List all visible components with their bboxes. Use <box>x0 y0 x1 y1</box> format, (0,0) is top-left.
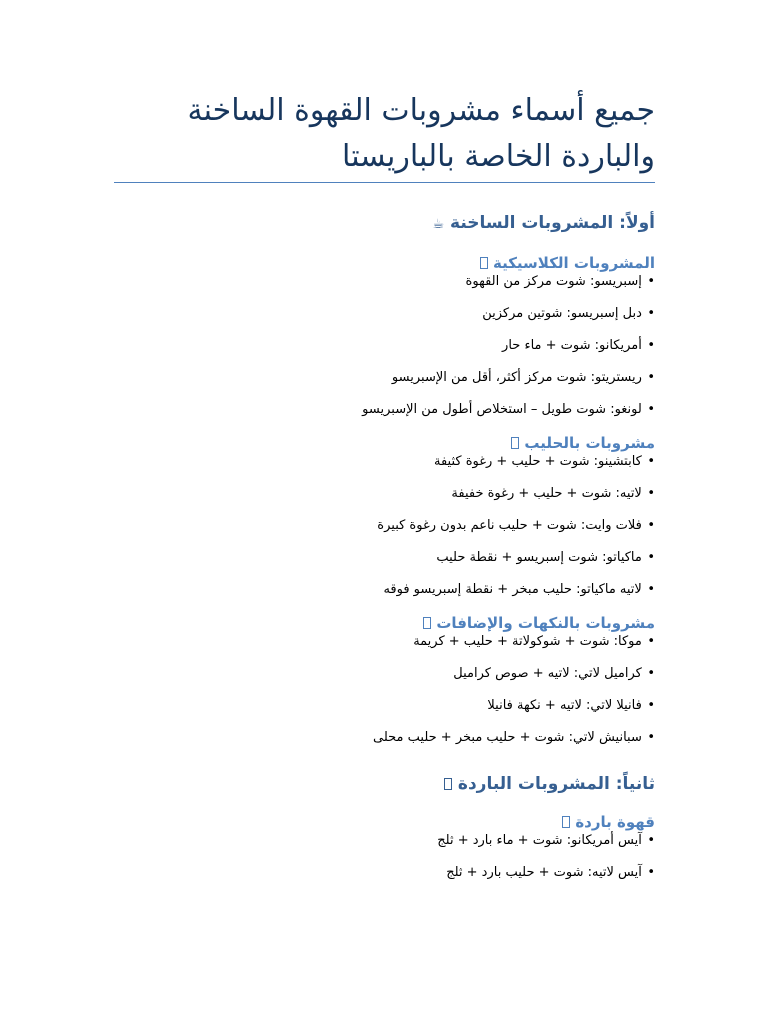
list-item-text: إسبريسو: شوت مركز من القهوة <box>465 274 642 289</box>
list-item-text: لاتيه: شوت + حليب + رغوة خفيفة <box>451 486 642 501</box>
missing-glyph-icon <box>562 816 570 828</box>
drink-list-milk <box>114 453 655 599</box>
missing-glyph-icon <box>480 257 488 269</box>
list-item-text: كابتشينو: شوت + حليب + رغوة كثيفة <box>433 454 642 469</box>
missing-glyph-icon <box>444 778 452 790</box>
list-item-text: دبل إسبريسو: شوتين مركزين <box>482 306 642 321</box>
list-item <box>114 729 655 747</box>
bullet-icon: • <box>647 486 655 501</box>
bullet-icon: • <box>647 666 655 681</box>
document-page <box>114 88 655 896</box>
list-item-text: سبانيش لاتي: شوت + حليب مبخر + حليب محلى <box>373 730 642 745</box>
coffee-cup-icon: ☕ <box>432 217 445 232</box>
missing-glyph-icon <box>423 617 431 629</box>
list-item-text: ريستريتو: شوت مركز أكثر، أقل من الإسبريسو <box>391 370 642 385</box>
list-item <box>114 401 655 419</box>
list-item-text: أمريكانو: شوت + ماء حار <box>502 338 642 353</box>
bullet-icon: • <box>647 865 655 880</box>
list-item-text: موكا: شوت + شوكولاتة + حليب + كريمة <box>413 634 642 649</box>
subsection-heading-iced-coffee <box>114 812 655 832</box>
drink-list-flavors <box>114 633 655 747</box>
list-item <box>114 337 655 355</box>
list-item-text: آيس لاتيه: شوت + حليب بارد + ثلج <box>446 865 642 880</box>
section-heading-text: أولاً: المشروبات الساخنة <box>450 213 655 233</box>
list-item <box>114 369 655 387</box>
drink-list-classic <box>114 273 655 419</box>
section-heading-cold-drinks <box>114 773 655 795</box>
subsection-heading-text: مشروبات بالحليب <box>524 434 655 452</box>
bullet-icon: • <box>647 833 655 848</box>
bullet-icon: • <box>647 370 655 385</box>
list-item <box>114 581 655 599</box>
subsection-heading-text: المشروبات الكلاسيكية <box>492 254 655 272</box>
list-item-text: كراميل لاتي: لاتيه + صوص كراميل <box>453 666 642 681</box>
list-item-text: ماكياتو: شوت إسبريسو + نقطة حليب <box>436 550 642 565</box>
bullet-icon: • <box>647 454 655 469</box>
list-item <box>114 517 655 535</box>
bullet-icon: • <box>647 306 655 321</box>
list-item-text: لونغو: شوت طويل – استخلاص أطول من الإسبريسو <box>362 402 642 417</box>
drink-list-iced <box>114 832 655 882</box>
bullet-icon: • <box>647 634 655 649</box>
list-item <box>114 665 655 683</box>
list-item-text: لاتيه ماكياتو: حليب مبخر + نقطة إسبريسو فوقه <box>383 582 642 597</box>
missing-glyph-icon <box>511 437 519 449</box>
list-item <box>114 485 655 503</box>
bullet-icon: • <box>647 518 655 533</box>
list-item-text: فلات وايت: شوت + حليب ناعم بدون رغوة كبيرة <box>377 518 642 533</box>
bullet-icon: • <box>647 582 655 597</box>
subsection-heading-classic <box>114 253 655 273</box>
list-item <box>114 697 655 715</box>
list-item <box>114 832 655 850</box>
bullet-icon: • <box>647 274 655 289</box>
subsection-heading-flavors <box>114 613 655 633</box>
section-heading-hot-drinks <box>114 212 655 236</box>
subsection-heading-text: قهوة باردة <box>575 813 655 831</box>
bullet-icon: • <box>647 730 655 745</box>
subsection-heading-milk <box>114 433 655 453</box>
bullet-icon: • <box>647 338 655 353</box>
list-item-text: فانيلا لاتي: لاتيه + نكهة فانيلا <box>487 698 642 713</box>
bullet-icon: • <box>647 402 655 417</box>
list-item <box>114 453 655 471</box>
list-item <box>114 273 655 291</box>
subsection-heading-text: مشروبات بالنكهات والإضافات <box>436 614 655 632</box>
list-item-text: آيس أمريكانو: شوت + ماء بارد + ثلج <box>437 833 642 848</box>
bullet-icon: • <box>647 698 655 713</box>
document-title: جميع أسماء مشروبات القهوة الساخنة والباردة الخاصة بالباريستا <box>114 88 655 183</box>
list-item <box>114 305 655 323</box>
list-item <box>114 549 655 567</box>
section-heading-text: ثانياً: المشروبات الباردة <box>457 774 655 794</box>
list-item <box>114 864 655 882</box>
list-item <box>114 633 655 651</box>
bullet-icon: • <box>647 550 655 565</box>
